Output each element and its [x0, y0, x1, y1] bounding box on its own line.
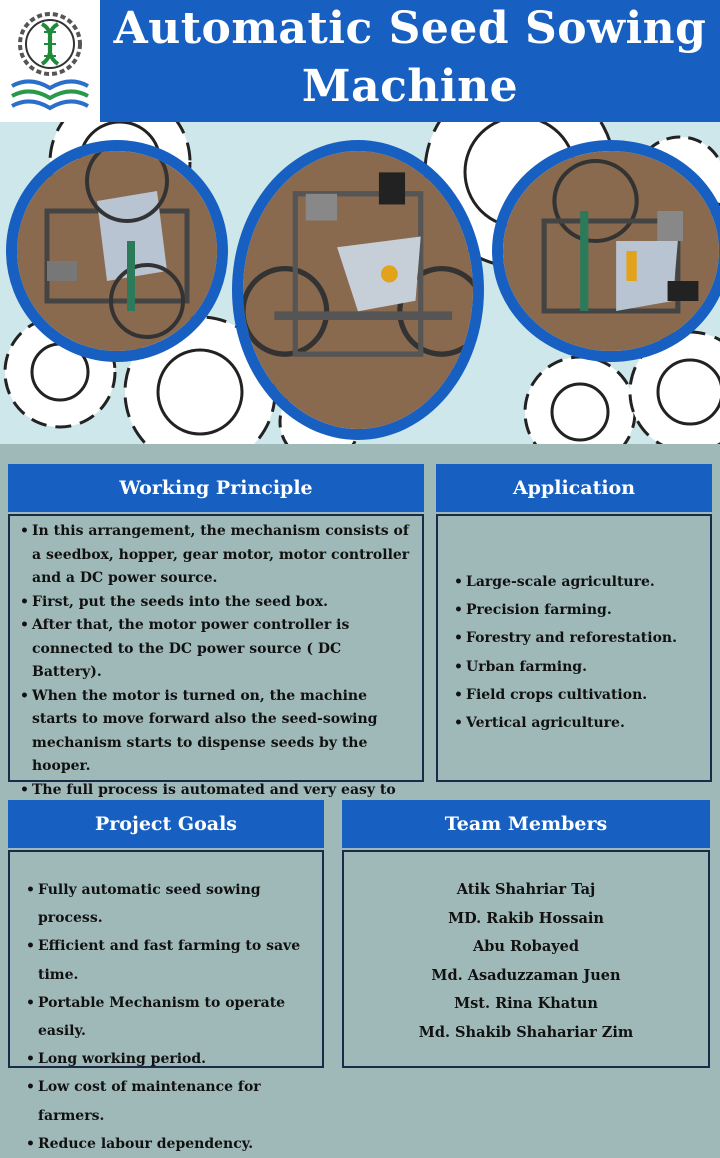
poster-header [0, 0, 720, 122]
project-goal-item: • Fully automatic seed sowing process. [26, 876, 316, 932]
team-member-name: Atik Shahriar Taj [456, 881, 596, 898]
project-goal-item: • Low cost of maintenance for farmers. [26, 1073, 316, 1129]
university-logo [0, 0, 100, 122]
machine-photo-right-image [503, 151, 719, 351]
team-member-name: MD. Rakib Hossain [448, 909, 604, 927]
machine-photo-left [6, 140, 228, 362]
team-member-name: Mst. Rina Khatun [454, 995, 598, 1013]
team-members-body [342, 850, 710, 1068]
working-principle-item: • After that, the motor power controller is connected to the DC power source ( DC Battery). [20, 614, 414, 685]
poster-title [100, 4, 720, 112]
dna-gear-logo-icon [6, 6, 94, 116]
project-goals-body [8, 850, 324, 1152]
working-principle-body [8, 514, 424, 798]
machine-photo-center-image [243, 151, 473, 429]
project-goal-item: • Portable Mechanism to operate easily. [26, 989, 316, 1045]
application-item: • Large-scale agriculture. [454, 568, 702, 596]
photo-band [0, 122, 720, 444]
machine-photo-left-image [17, 151, 217, 351]
working-principle-item: • The full process is automated and very easy to [20, 779, 414, 826]
project-goals-heading: Project Goals [8, 800, 324, 848]
machine-photo-center [232, 140, 484, 440]
team-members-heading: Team Members [342, 800, 710, 848]
application-item: • Vertical agriculture. [454, 709, 702, 737]
machine-photo-right [492, 140, 720, 362]
project-goal-item: • Reduce labour dependency. [26, 1130, 316, 1158]
team-member-name: Abu Robayed [472, 938, 580, 956]
project-goal-item: • Long working period. [26, 1045, 316, 1073]
application-item: • Urban farming. [454, 653, 702, 681]
title-line-1: Automatic Seed Sowing [113, 3, 707, 54]
application-body [436, 514, 712, 782]
team-member-name: Md. Asaduzzaman Juen [431, 966, 621, 984]
application-heading: Application [436, 464, 712, 512]
application-item: • Forestry and reforestation. [454, 624, 702, 652]
working-principle-heading: Working Principle [8, 464, 424, 512]
application-item: • Precision farming. [454, 596, 702, 624]
working-principle-item: • When the motor is turned on, the machine starts to move forward also the seed-sowing mechanism starts to dispense seeds by the hooper. [20, 685, 414, 779]
title-line-2: Machine [301, 61, 519, 112]
working-principle-item: • In this arrangement, the mechanism consists of a seedbox, hopper, gear motor, motor controller and a DC power source. [20, 520, 414, 591]
project-goal-item: • Efficient and fast farming to save time. [26, 932, 316, 988]
working-principle-item: • First, put the seeds into the seed box. [20, 591, 414, 615]
team-member-name: Md. Shakib Shahariar Zim [418, 1023, 634, 1041]
application-item: • Field crops cultivation. [454, 681, 702, 709]
